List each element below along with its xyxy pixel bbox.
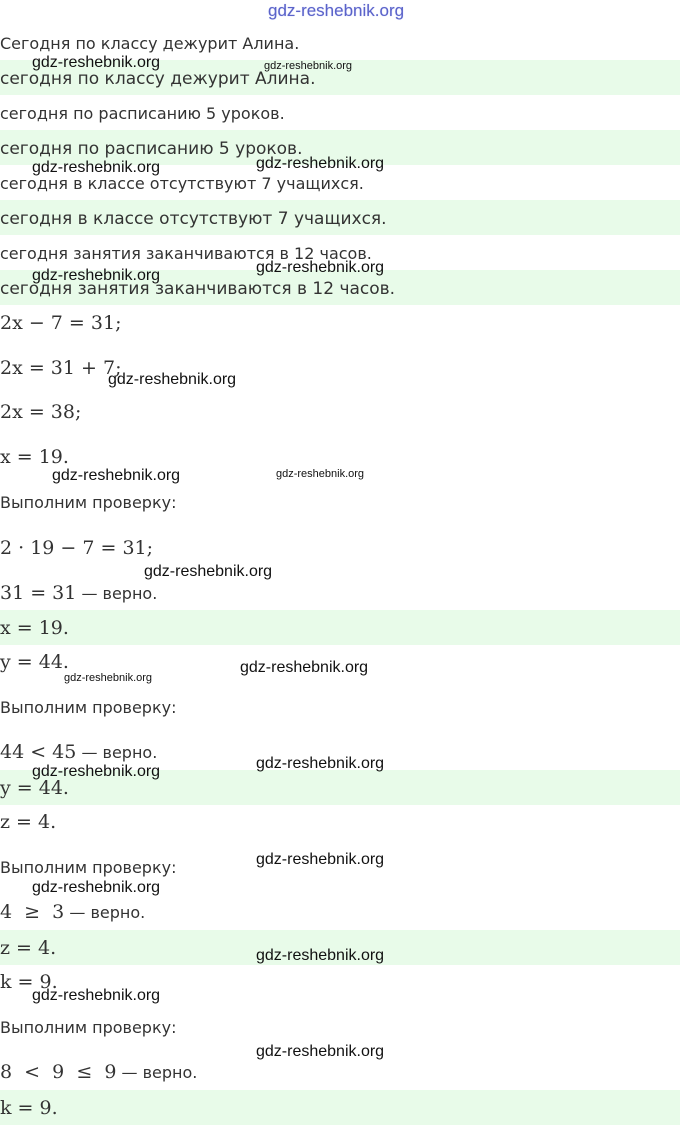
answer-line: сегодня в классе отсутствуют 7 учащихся. bbox=[0, 209, 387, 229]
check-heading: Выполним проверку: bbox=[0, 1018, 177, 1037]
sentence-line: сегодня по расписанию 5 уроков. bbox=[0, 104, 285, 123]
verification-text: — верно. bbox=[64, 903, 146, 922]
check-heading: Выполним проверку: bbox=[0, 858, 177, 877]
verification-line bbox=[0, 902, 680, 923]
watermark: gdz-reshebnik.org bbox=[256, 851, 385, 868]
equation-line: 2x − 7 = 31; bbox=[0, 312, 122, 334]
answer-line: y = 44. bbox=[0, 777, 69, 799]
watermark: gdz-reshebnik.org bbox=[264, 60, 353, 72]
verification-math: 8 < 9 ≤ 9 bbox=[0, 1061, 117, 1083]
answer-line: сегодня занятия заканчиваются в 12 часов. bbox=[0, 279, 396, 299]
watermark-header: gdz-reshebnik.org bbox=[268, 1, 405, 20]
watermark: gdz-reshebnik.org bbox=[32, 267, 161, 284]
equation-line: k = 9. bbox=[0, 971, 58, 993]
verification-line bbox=[0, 583, 680, 604]
sentence-line: Сегодня по классу дежурит Алина. bbox=[0, 34, 300, 53]
watermark: gdz-reshebnik.org bbox=[108, 371, 237, 388]
watermark: gdz-reshebnik.org bbox=[256, 259, 385, 276]
equation-line: y = 44. bbox=[0, 651, 69, 673]
watermark: gdz-reshebnik.org bbox=[52, 467, 181, 484]
answer-line: сегодня по расписанию 5 уроков. bbox=[0, 139, 303, 159]
equation-line: 2x = 31 + 7; bbox=[0, 357, 122, 379]
answer-line: k = 9. bbox=[0, 1097, 58, 1119]
verification-text: — верно. bbox=[116, 1063, 198, 1082]
watermark: gdz-reshebnik.org bbox=[240, 659, 369, 676]
verification-text: — верно. bbox=[76, 743, 158, 762]
equation-line: 2x = 38; bbox=[0, 401, 82, 423]
watermark: gdz-reshebnik.org bbox=[276, 468, 365, 480]
verification-math: 4 ≥ 3 bbox=[0, 901, 65, 923]
watermark: gdz-reshebnik.org bbox=[32, 879, 161, 896]
watermark: gdz-reshebnik.org bbox=[256, 155, 385, 172]
watermark: gdz-reshebnik.org bbox=[144, 563, 273, 580]
answer-line: сегодня по классу дежурит Алина. bbox=[0, 69, 316, 89]
verification-line bbox=[0, 1062, 680, 1083]
watermark: gdz-reshebnik.org bbox=[64, 672, 153, 684]
sentence-line: сегодня в классе отсутствуют 7 учащихся. bbox=[0, 174, 364, 193]
check-heading: Выполним проверку: bbox=[0, 493, 177, 512]
watermark: gdz-reshebnik.org bbox=[32, 159, 161, 176]
answer-line: x = 19. bbox=[0, 617, 69, 639]
equation-line: z = 4. bbox=[0, 811, 57, 833]
watermark: gdz-reshebnik.org bbox=[32, 763, 161, 780]
answer-line: z = 4. bbox=[0, 937, 57, 959]
watermark: gdz-reshebnik.org bbox=[32, 987, 161, 1004]
watermark: gdz-reshebnik.org bbox=[256, 755, 385, 772]
equation-line: 2 · 19 − 7 = 31; bbox=[0, 537, 154, 559]
sentence-line: сегодня занятия заканчиваются в 12 часов. bbox=[0, 244, 372, 263]
verification-text: — верно. bbox=[76, 584, 158, 603]
equation-line: x = 19. bbox=[0, 446, 69, 468]
check-heading: Выполним проверку: bbox=[0, 698, 177, 717]
verification-math: 31 = 31 bbox=[0, 582, 77, 604]
watermark: gdz-reshebnik.org bbox=[256, 947, 385, 964]
watermark: gdz-reshebnik.org bbox=[256, 1043, 385, 1060]
verification-math: 44 < 45 bbox=[0, 741, 77, 763]
watermark: gdz-reshebnik.org bbox=[32, 54, 161, 71]
